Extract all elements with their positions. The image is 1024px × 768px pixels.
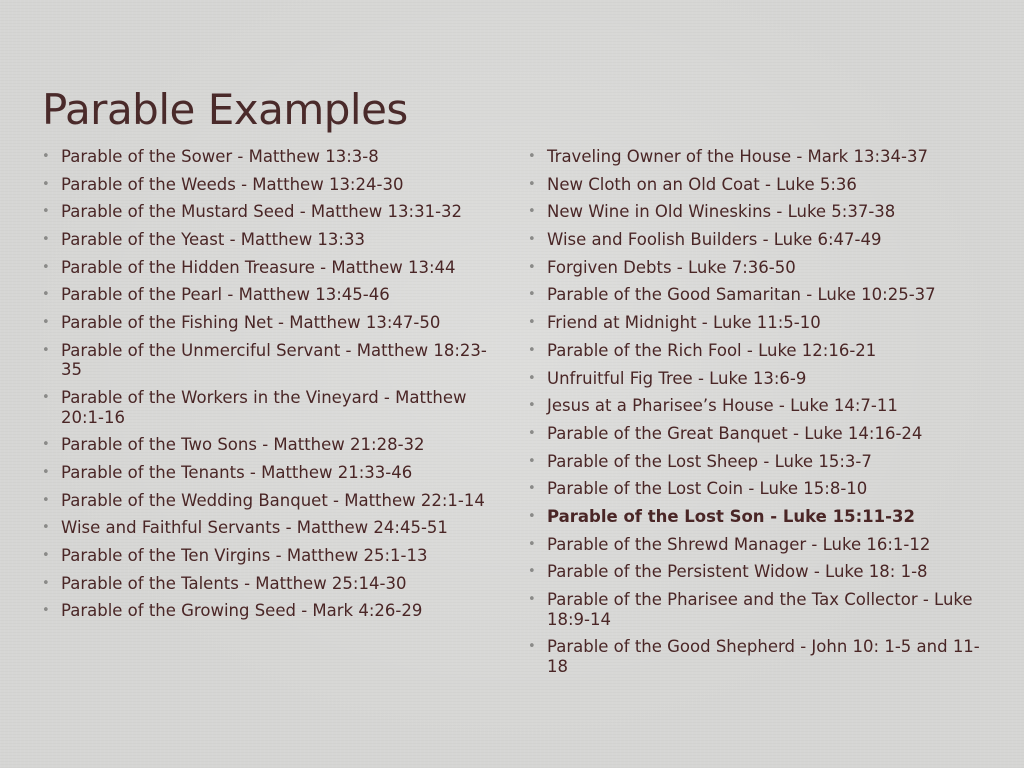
bullet-icon: • <box>528 592 536 607</box>
list-item <box>42 388 502 427</box>
bullet-icon: • <box>528 398 536 414</box>
list-item <box>42 574 502 594</box>
list-item-text: Parable of the Pharisee and the Tax Collector - Luke 18:9-14 <box>547 590 973 629</box>
bullet-icon: • <box>528 149 536 164</box>
list-item-text: Parable of the Two Sons - Matthew 21:28-32 <box>61 435 425 455</box>
list-item-text: Parable of the Mustard Seed - Matthew 13:31-32 <box>61 202 463 222</box>
bullet-icon: • <box>42 204 50 220</box>
list-item-text: Parable of the Hidden Treasure - Matthew 13:44 <box>61 257 456 277</box>
list-item-text: Parable of the Workers in the Vineyard - Matthew 20:1-16 <box>61 388 467 427</box>
list-item <box>528 396 983 416</box>
list-item <box>528 258 983 278</box>
bullet-icon: • <box>42 259 50 275</box>
list-item <box>528 175 983 195</box>
bullet-icon: • <box>42 315 50 331</box>
list-item <box>42 491 502 511</box>
list-item <box>528 535 983 555</box>
list-item-text: Parable of the Yeast - Matthew 13:33 <box>61 230 365 250</box>
slide-title: Parable Examples <box>42 85 408 134</box>
list-item <box>528 147 983 167</box>
list-item-text: Parable of the Growing Seed - Mark 4:26-29 <box>61 601 423 621</box>
bullet-icon: • <box>42 520 50 536</box>
list-item-text: Jesus at a Pharisee’s House - Luke 14:7-11 <box>547 396 898 416</box>
bullet-icon: • <box>528 639 536 655</box>
list-item <box>42 546 502 566</box>
bullet-icon: • <box>528 370 536 386</box>
list-item-text: Parable of the Weeds - Matthew 13:24-30 <box>61 174 404 194</box>
list-item-text: Parable of the Wedding Banquet - Matthew 22:1-14 <box>61 490 485 510</box>
bullet-icon: • <box>528 536 536 552</box>
bullet-icon: • <box>528 453 536 469</box>
list-item-text: Parable of the Lost Son - Luke 15:11-32 <box>547 506 915 526</box>
bullet-icon: • <box>42 149 50 164</box>
bullet-icon: • <box>42 437 50 453</box>
list-item <box>528 590 983 629</box>
list-item <box>42 175 502 195</box>
list-item <box>528 424 983 444</box>
list-item-text: Parable of the Pearl - Matthew 13:45-46 <box>61 285 390 305</box>
bullet-icon: • <box>42 547 50 563</box>
bullet-icon: • <box>42 176 50 192</box>
list-item-text: Forgiven Debts - Luke 7:36-50 <box>547 257 796 277</box>
list-item-text: Parable of the Great Banquet - Luke 14:16-24 <box>547 423 923 443</box>
list-item-text: Parable of the Tenants - Matthew 21:33-46 <box>61 462 413 482</box>
bullet-icon: • <box>528 508 536 524</box>
list-item-text: Unfruitful Fig Tree - Luke 13:6-9 <box>547 368 807 388</box>
list-item <box>528 202 983 222</box>
bullet-icon: • <box>42 575 50 591</box>
bullet-icon: • <box>528 481 536 497</box>
list-item-text: Parable of the Lost Coin - Luke 15:8-10 <box>547 479 868 499</box>
list-item <box>528 285 983 305</box>
list-item-text: Wise and Faithful Servants - Matthew 24:45-51 <box>61 518 448 538</box>
list-item-text: New Wine in Old Wineskins - Luke 5:37-38 <box>547 202 896 222</box>
right-column-list <box>528 147 983 684</box>
list-item <box>42 147 502 167</box>
bullet-icon: • <box>528 315 536 331</box>
bullet-icon: • <box>528 425 536 441</box>
list-item-text: Parable of the Good Shepherd - John 10: 1-5 and 11-18 <box>547 637 980 676</box>
bullet-icon: • <box>528 259 536 275</box>
list-item <box>42 202 502 222</box>
bullet-icon: • <box>528 176 536 192</box>
list-item <box>528 452 983 472</box>
bullet-icon: • <box>528 232 536 248</box>
bullet-icon: • <box>42 603 50 619</box>
bullet-icon: • <box>42 232 50 248</box>
list-item-text: Parable of the Lost Sheep - Luke 15:3-7 <box>547 451 872 471</box>
left-column-list <box>42 147 502 629</box>
list-item-text: Parable of the Ten Virgins - Matthew 25:1-13 <box>61 545 428 565</box>
list-item <box>528 479 983 499</box>
bullet-icon: • <box>528 342 536 358</box>
list-item <box>528 562 983 582</box>
list-item <box>42 341 502 380</box>
bullet-icon: • <box>42 464 50 480</box>
list-item <box>528 369 983 389</box>
list-item <box>42 285 502 305</box>
list-item <box>42 518 502 538</box>
list-item <box>42 435 502 455</box>
list-item <box>42 230 502 250</box>
bullet-icon: • <box>528 204 536 220</box>
list-item-text: Parable of the Talents - Matthew 25:14-30 <box>61 573 407 593</box>
list-item-text: Friend at Midnight - Luke 11:5-10 <box>547 313 821 333</box>
list-item <box>528 230 983 250</box>
bullet-icon: • <box>42 287 50 303</box>
list-item-text: Parable of the Shrewd Manager - Luke 16:1-12 <box>547 534 931 554</box>
list-item-text: Parable of the Sower - Matthew 13:3-8 <box>61 147 379 166</box>
list-item-text: Parable of the Fishing Net - Matthew 13:47-50 <box>61 313 441 333</box>
list-item-text: New Cloth on an Old Coat - Luke 5:36 <box>547 174 857 194</box>
list-item-text: Parable of the Rich Fool - Luke 12:16-21 <box>547 340 877 360</box>
bullet-icon: • <box>42 390 50 405</box>
bullet-icon: • <box>528 564 536 580</box>
list-item <box>528 507 983 527</box>
bullet-icon: • <box>42 492 50 508</box>
list-item-text: Traveling Owner of the House - Mark 13:34-37 <box>547 147 928 166</box>
list-item-text: Parable of the Persistent Widow - Luke 18: 1-8 <box>547 562 928 582</box>
bullet-icon: • <box>42 342 50 358</box>
list-item <box>42 313 502 333</box>
list-item <box>42 463 502 483</box>
list-item-text: Parable of the Good Samaritan - Luke 10:25-37 <box>547 285 936 305</box>
list-item-text: Wise and Foolish Builders - Luke 6:47-49 <box>547 230 882 250</box>
list-item <box>528 637 983 676</box>
list-item <box>528 341 983 361</box>
list-item <box>42 601 502 621</box>
list-item <box>42 258 502 278</box>
bullet-icon: • <box>528 287 536 303</box>
list-item-text: Parable of the Unmerciful Servant - Matthew 18:23-35 <box>61 340 487 380</box>
list-item <box>528 313 983 333</box>
